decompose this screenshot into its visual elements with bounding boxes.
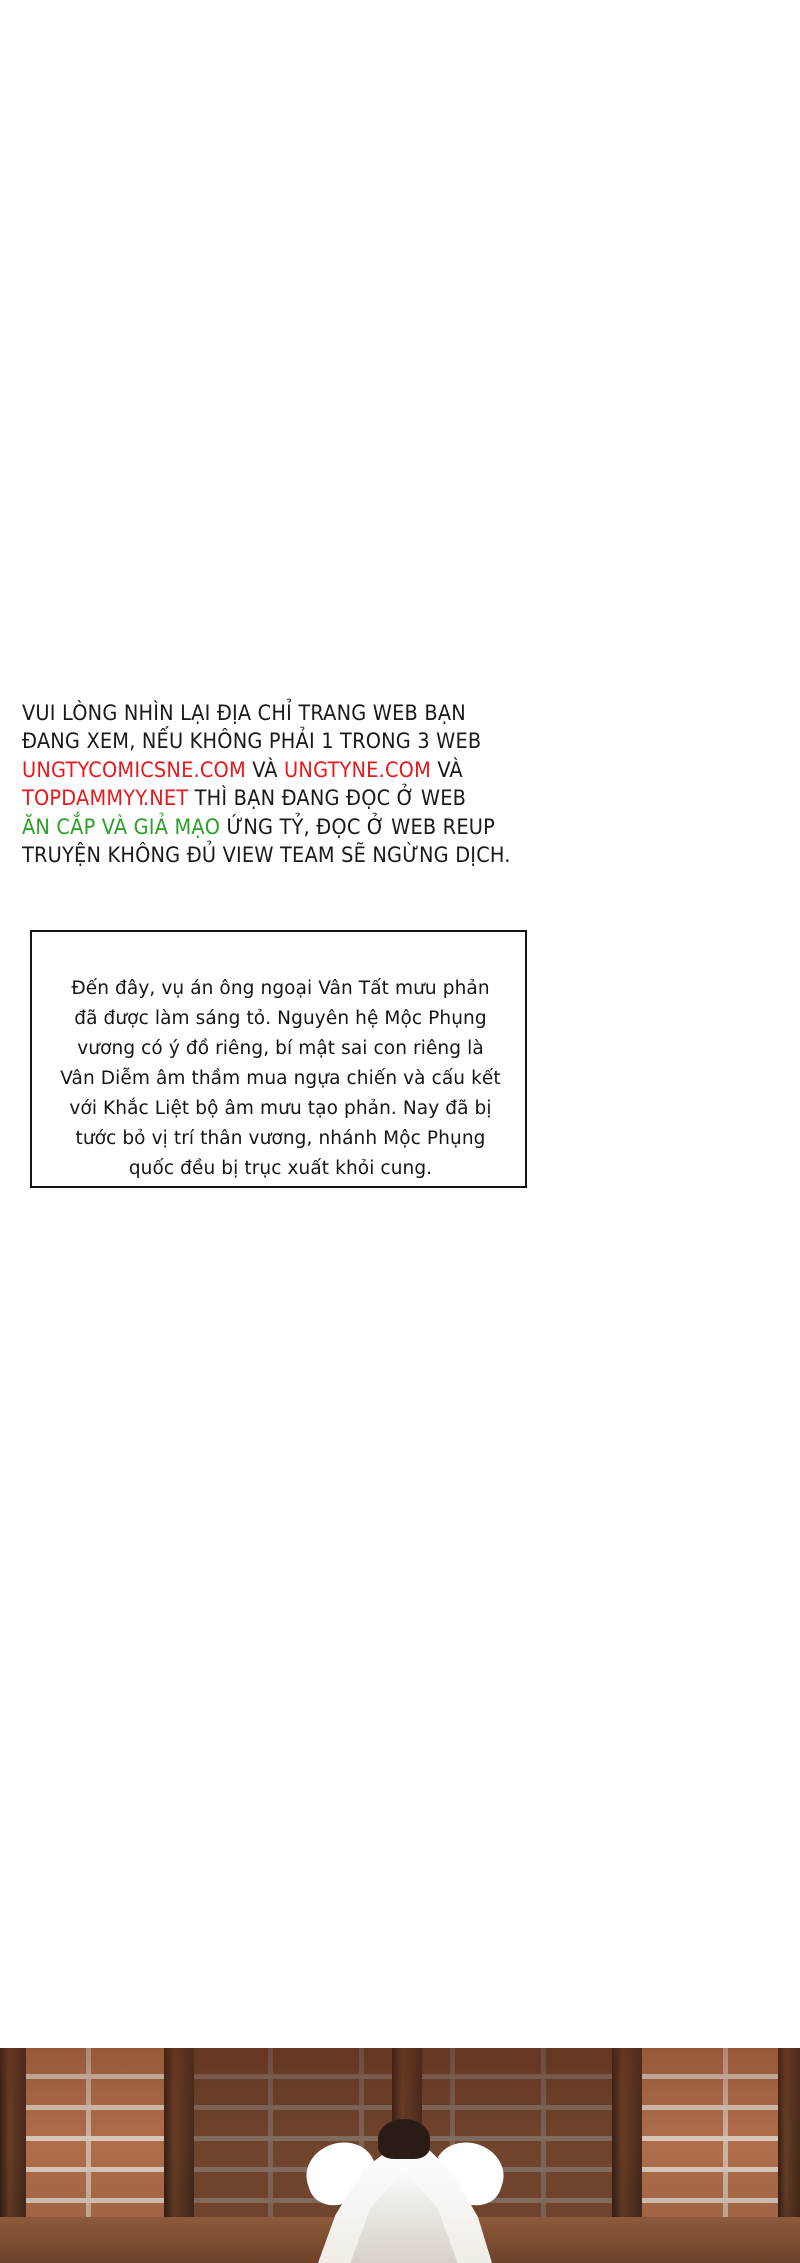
character-figure — [300, 2123, 510, 2263]
figure-hair — [378, 2119, 430, 2159]
notice-line-4: TOPDAMMYY.NET THÌ BẠN ĐANG ĐỌC Ở WEB — [22, 786, 467, 812]
site-notice-text — [22, 700, 582, 870]
notice-line-1: VUI LÒNG NHÌN LẠI ĐỊA CHỈ TRANG WEB BẠN — [22, 701, 466, 726]
notice-line-3: UNGTYCOMICSNE.COM VÀ UNGTYNE.COM VÀ — [22, 757, 463, 783]
notice-line-2: ĐANG XEM, NẾU KHÔNG PHẢI 1 TRONG 3 WEB — [22, 729, 482, 755]
site-url-1: UNGTYCOMICSNE.COM — [22, 757, 246, 783]
narration-text: Đến đây, vụ án ông ngoại Vân Tất mưu phản đã được làm sáng tỏ. Nguyên hệ Mộc Phụng vương có ý đồ riêng, bí mật sai con riêng là Vân Diễm âm thầm mua ngựa chiến và cấu kết với Khắc Liệt bộ âm mưu tạo phản. Nay đã bị tước bỏ vị trí thân vương, nhánh Mộc Phụng quốc đều bị trục xuất khỏi cung. — [60, 978, 501, 1179]
comic-art-panel — [0, 2048, 800, 2263]
notice-line-6: TRUYỆN KHÔNG ĐỦ VIEW TEAM SẼ NGỪNG DỊCH. — [22, 842, 511, 868]
site-url-2: UNGTYNE.COM — [284, 757, 431, 783]
narration-box — [30, 930, 527, 1188]
notice-line-5: ĂN CẮP VÀ GIẢ MẠO ỨNG TỶ, ĐỌC Ở WEB REUP — [22, 814, 495, 840]
notice-warning-emphasis: ĂN CẮP VÀ GIẢ MẠO — [22, 814, 221, 840]
site-url-3: TOPDAMMYY.NET — [22, 786, 189, 812]
